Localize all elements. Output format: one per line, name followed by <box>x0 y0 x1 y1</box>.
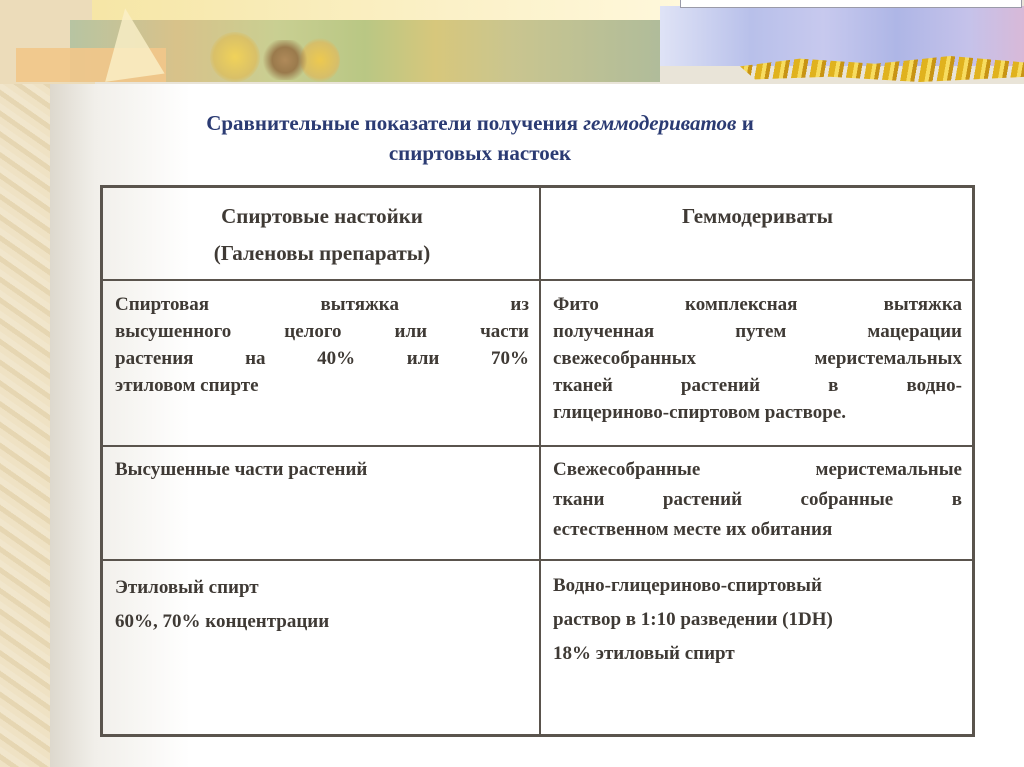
cell-line: высушенного целого или части <box>115 320 529 342</box>
title-italic-term: геммодериватов <box>583 111 737 135</box>
table-cell <box>102 560 541 736</box>
flower-icon <box>210 32 260 82</box>
cell-line: ткани растений собранные в <box>553 488 962 510</box>
cell-line: естественном месте их обитания <box>553 518 833 540</box>
header-cell-gemmoderivatives <box>540 187 974 280</box>
table-cell <box>540 560 974 736</box>
left-texture-strip <box>0 0 50 767</box>
cell-line: 18% этиловый спирт <box>553 642 735 664</box>
title-text: Сравнительные показатели получения <box>206 111 584 135</box>
table-row <box>102 446 974 560</box>
comparison-table <box>100 185 975 737</box>
banner-yellow-block <box>92 0 692 22</box>
header-label: Спиртовые настойки <box>221 204 423 228</box>
banner-white-frame <box>680 0 1022 8</box>
decorative-banner <box>0 0 1024 84</box>
table-cell <box>540 280 974 446</box>
slide-title <box>150 108 810 168</box>
cell-line: свежесобранных меристемальных <box>553 347 962 369</box>
table-row <box>102 280 974 446</box>
header-cell-tinctures <box>102 187 541 280</box>
cell-line: 60%, 70% концентрации <box>115 610 330 632</box>
table-cell <box>102 446 541 560</box>
table-row <box>102 560 974 736</box>
cell-line: Водно-глицериново-спиртовый <box>553 574 822 596</box>
cell-line: тканей растений в водно- <box>553 374 962 396</box>
cell-line: полученная путем мацерации <box>553 320 962 342</box>
cell-line: растения на 40% или 70% <box>115 347 529 369</box>
header-label: Геммодериваты <box>681 204 834 228</box>
title-text: и <box>736 111 754 135</box>
cell-line: Этиловый спирт <box>115 576 259 598</box>
header-sublabel: (Галеновы препараты) <box>213 241 431 265</box>
table-cell <box>102 280 541 446</box>
title-line2: спиртовых настоек <box>388 141 572 165</box>
cell-line: этиловом спирте <box>115 374 259 396</box>
cell-line: Спиртовая вытяжка из <box>115 293 529 315</box>
cell-line: раствор в 1:10 разведении (1DH) <box>553 608 833 630</box>
cell-line: Свежесобранные меристемальные <box>553 458 962 480</box>
table-header-row <box>102 187 974 280</box>
cell-line: глицериново-спиртовом растворе. <box>553 401 847 423</box>
table-cell <box>540 446 974 560</box>
cell-line: Высушенные части растений <box>115 458 368 480</box>
cell-line: Фито комплексная вытяжка <box>553 293 962 315</box>
leaf-icon <box>95 4 164 82</box>
leaf-icon <box>260 40 310 80</box>
banner-blue-flowers <box>660 6 1024 66</box>
